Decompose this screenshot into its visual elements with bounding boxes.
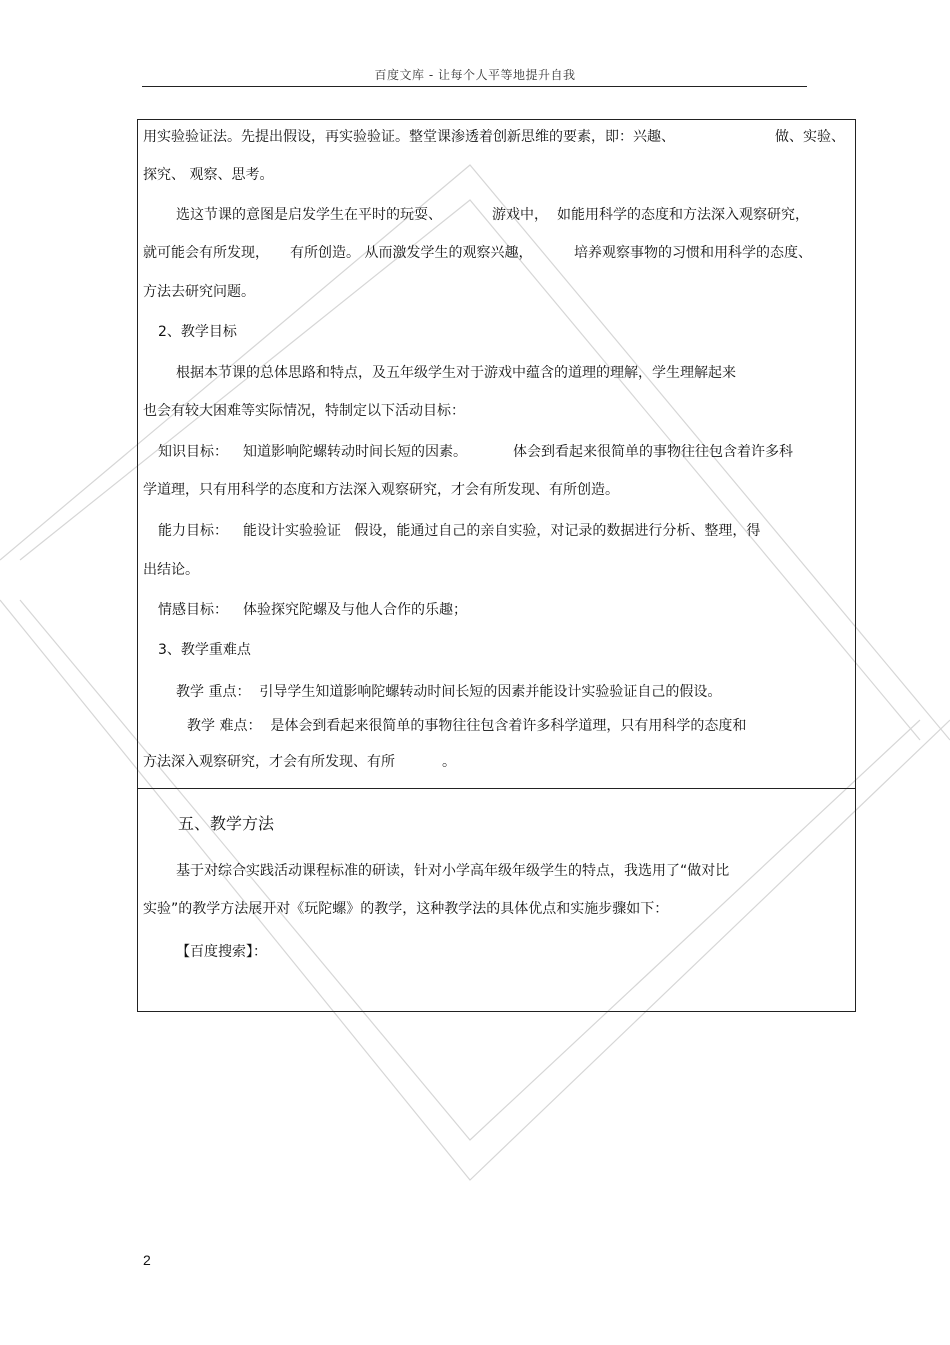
page-number: 2	[143, 1252, 151, 1268]
goal-label: 知识目标：	[158, 444, 228, 460]
paragraph-line: 体会到看起来很简单的事物往往包含着许多科	[513, 444, 793, 460]
paragraph-line: 根据本节课的总体思路和特点，及五年级学生对于游戏中蕴含的道理的理解，学生理解起来	[176, 365, 736, 381]
page-header: 百度文库 - 让每个人平等地提升自我	[374, 68, 576, 82]
paragraph-line: 基于对综合实践活动课程标准的研读，针对小学高年级年级学生的特点，我选用了“做对比	[176, 863, 730, 879]
paragraph-line: 学道理，只有用科学的态度和方法深入观察研究，才会有所发现、有所创造。	[143, 482, 619, 498]
header-divider	[142, 86, 807, 87]
paragraph-line: 选这节课的意图是启发学生在平时的玩耍、	[176, 207, 442, 223]
paragraph-line: 教学 重点： 引导学生知道影响陀螺转动时间长短的因素并能设计实验验证自己的假设。	[176, 684, 722, 700]
paragraph-line: 用实验验证法。先提出假设，再实验验证。整堂课渗透着创新思维的要素，即：兴趣、	[143, 129, 675, 145]
paragraph-line: 游戏中，	[492, 207, 548, 223]
section-subheading: 3、教学重难点	[158, 642, 251, 658]
paragraph-line: 。	[442, 754, 456, 770]
paragraph-line: 体验探究陀螺及与他人合作的乐趣；	[243, 602, 467, 618]
paragraph-line: 方法去研究问题。	[143, 284, 255, 300]
paragraph-line: 教学 难点： 是体会到看起来很简单的事物往往包含着许多科学道理，只有用科学的态度和	[187, 718, 747, 734]
paragraph-line: 探究、 观察、思考。	[143, 167, 274, 183]
paragraph-line: 如能用科学的态度和方法深入观察研究，	[557, 207, 809, 223]
paragraph-line: 出结论。	[143, 562, 199, 578]
paragraph-line: 培养观察事物的习惯和用科学的态度、	[574, 245, 812, 261]
paragraph-line: 做、实验、	[775, 129, 845, 145]
paragraph-line: 实验”的教学方法展开对《玩陀螺》的教学，这种教学法的具体优点和实施步骤如下：	[143, 901, 669, 917]
paragraph-line: 方法深入观察研究，才会有所发现、有所	[143, 754, 395, 770]
paragraph-line: 有所创造。 从而激发学生的观察兴趣，	[290, 245, 533, 261]
section-subheading: 2、教学目标	[158, 324, 237, 340]
section-heading: 五、教学方法	[178, 814, 275, 833]
paragraph-line: 能设计实验验证 假设，能通过自己的亲自实验，对记录的数据进行分析、整理，得	[243, 523, 761, 539]
paragraph-line: 也会有较大困难等实际情况，特制定以下活动目标：	[143, 403, 465, 419]
goal-label: 能力目标：	[158, 523, 228, 539]
paragraph-line: 【百度搜索】：	[176, 944, 267, 960]
goal-label: 情感目标：	[158, 602, 228, 618]
paragraph-line: 知道影响陀螺转动时间长短的因素。	[243, 444, 467, 460]
paragraph-line: 就可能会有所发现，	[143, 245, 269, 261]
